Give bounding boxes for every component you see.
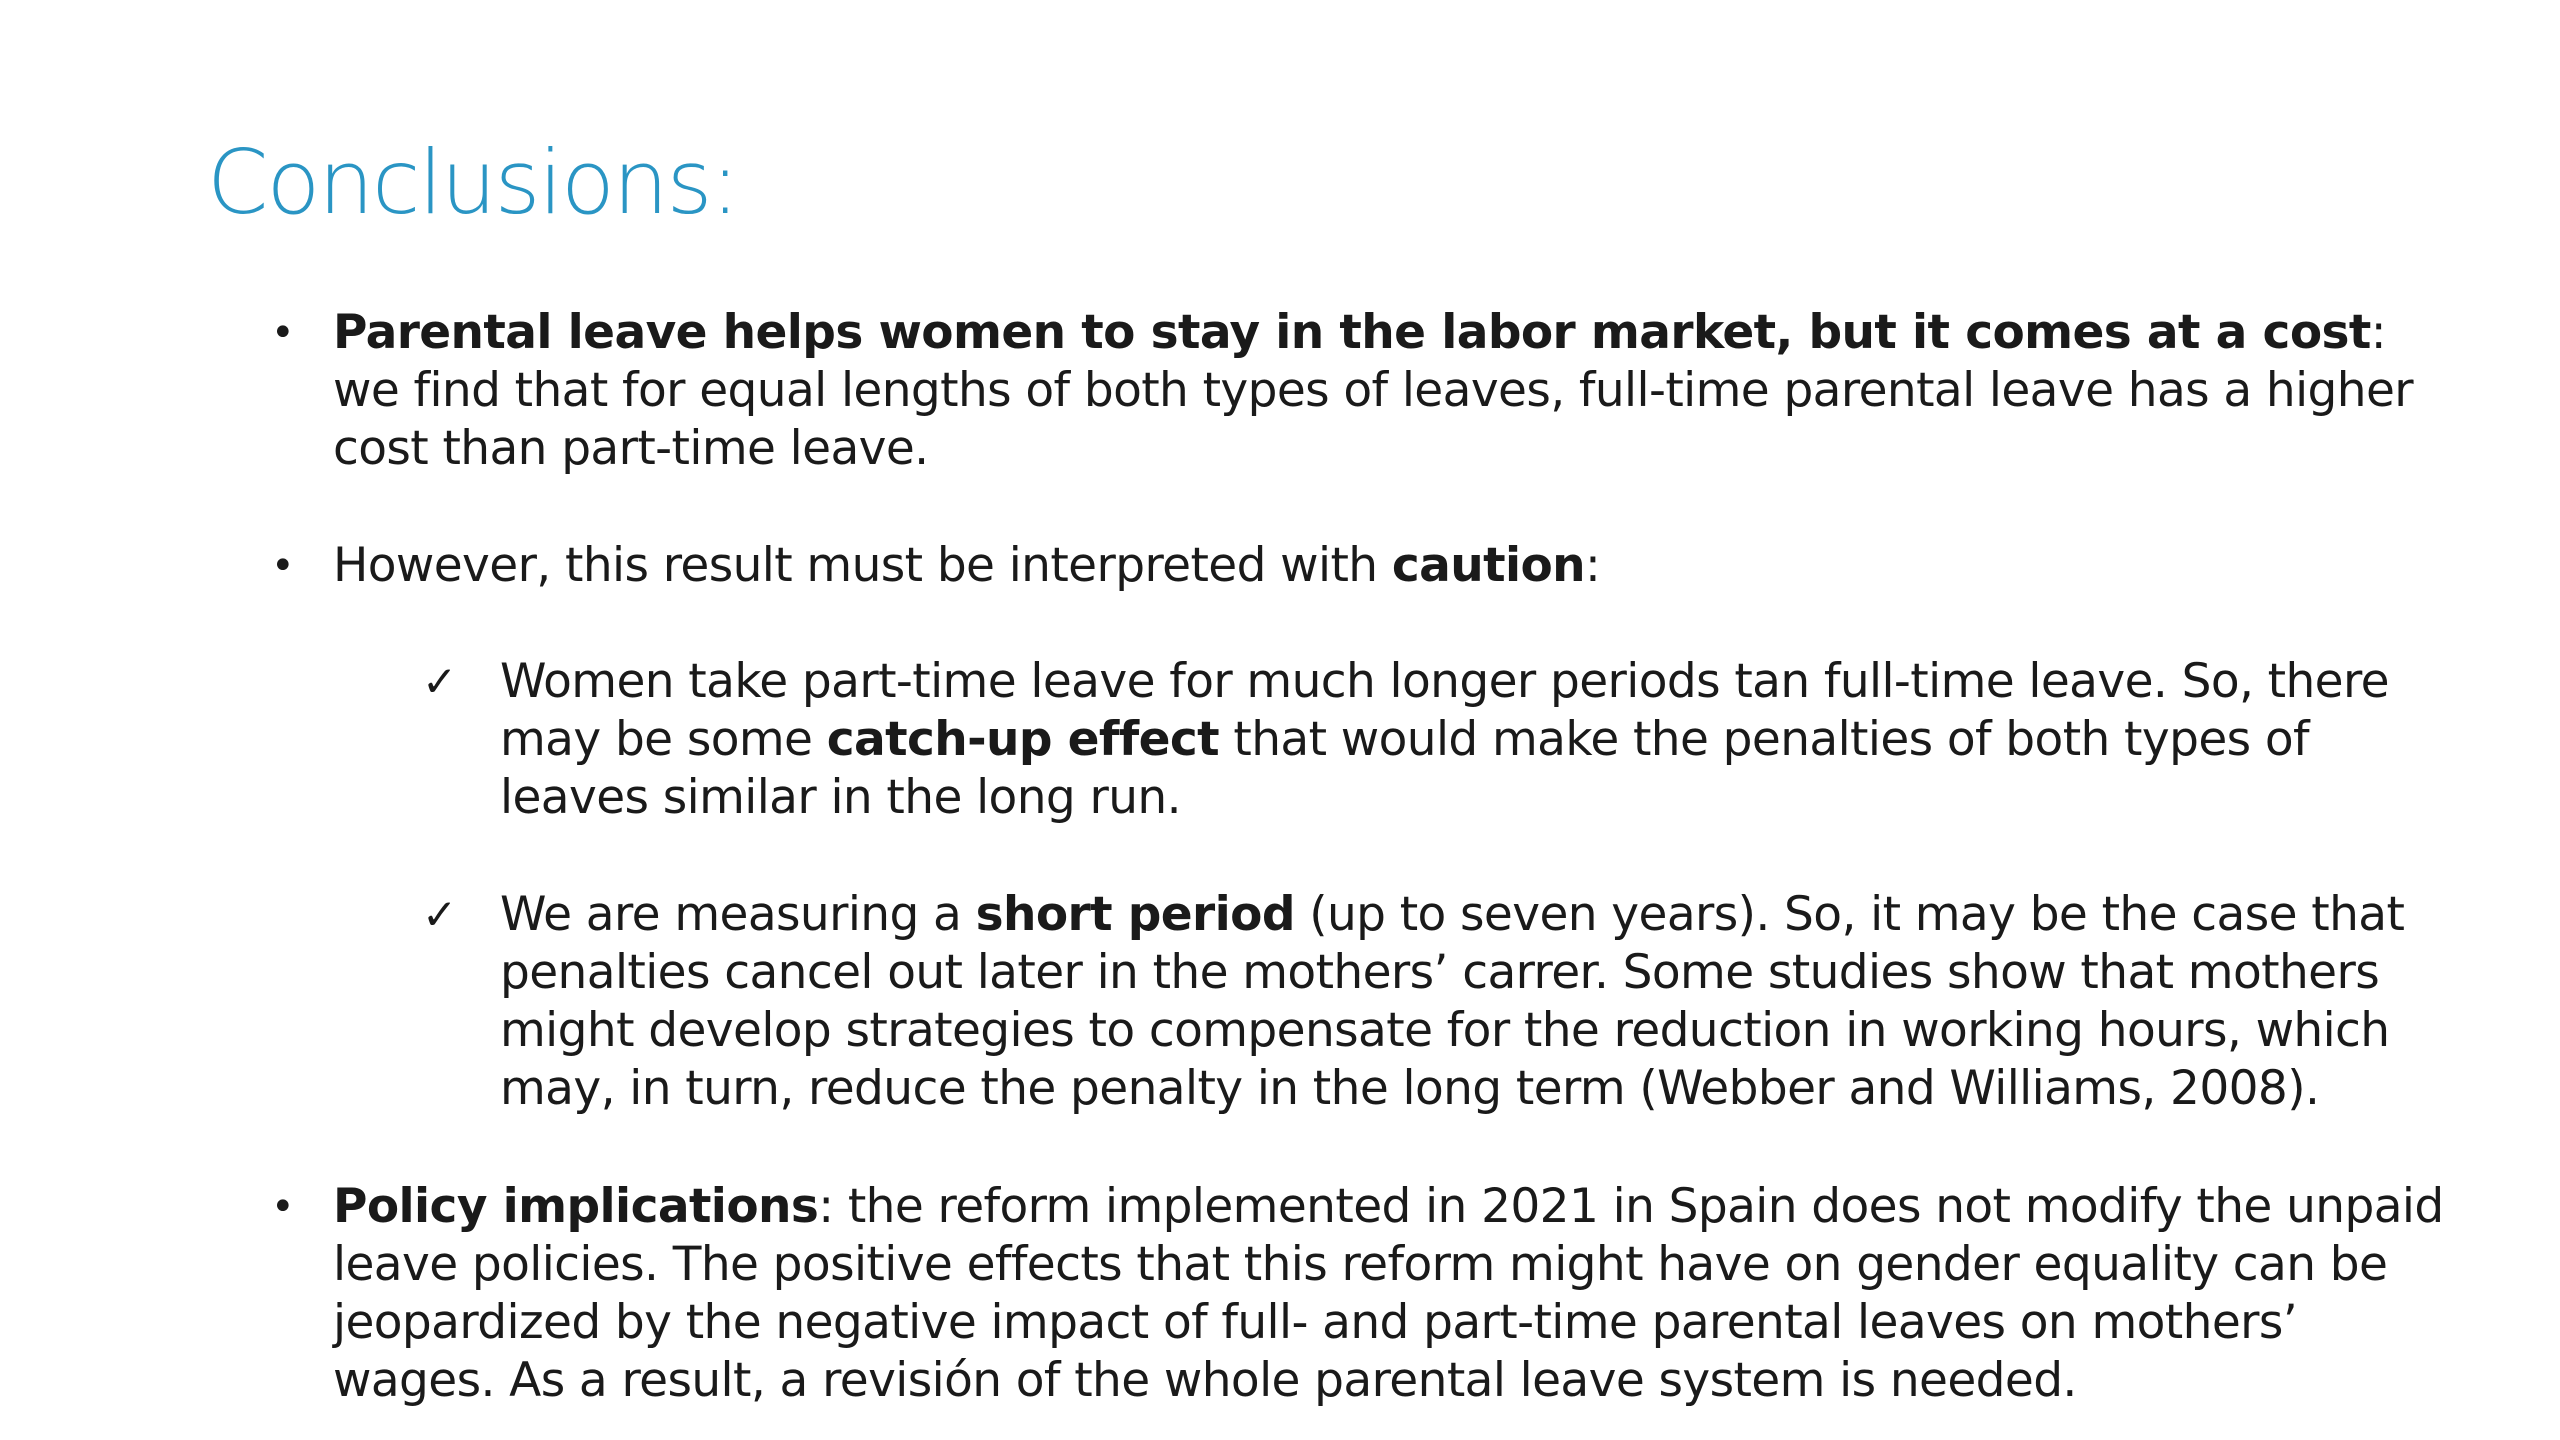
- bullet-bold-text: Policy implications: [333, 1179, 819, 1234]
- bullet-text: [333, 537, 2463, 595]
- bullet-text: [500, 653, 2465, 827]
- subbullet-short-period: [422, 886, 2465, 1118]
- bullet-body-text: :: [1585, 538, 1601, 593]
- bullet-body-text: : the reform implemented in 2021 in Spain does not modify the unpaid leave policies. The positive effects that this reform might have on gender equality can be jeopardized by the negative impact of full- and part-time parental leaves on mothers’ wages. As a result, a revisión of the whole parental leave system is needed.: [333, 1179, 2444, 1408]
- bullet-body-text: : we find that for equal lengths of both types of leaves, full-time parental leave has a higher cost than part-time leave.: [333, 305, 2414, 476]
- bullet-bold-text: catch-up effect: [826, 712, 1220, 767]
- bullet-body-text: (up to seven years). So, it may be the case that penalties cancel out later in the mothers’ carrer. Some studies show that mothers might develop strategies to compensate for the reduction in working hours, which may, in turn, reduce the penalty in the long term (Webber and Williams, 2008).: [500, 887, 2405, 1116]
- check-icon: ✓: [422, 657, 457, 706]
- bullet-bold-text: short period: [975, 887, 1295, 942]
- bullet-body-text: We are measuring a: [500, 887, 976, 942]
- bullet-bold-text: Parental leave helps women to stay in the labor market, but it comes at a cost: [333, 305, 2371, 360]
- bullet-body-text: However, this result must be interpreted with: [333, 538, 1392, 593]
- bullet-text: [500, 886, 2465, 1118]
- check-icon: ✓: [422, 890, 457, 939]
- bullet-body-text: that would make the penalties of both types of leaves similar in the long run.: [500, 712, 2309, 825]
- slide-title: Conclusions:: [207, 131, 739, 234]
- subbullet-catch-up-effect: [422, 653, 2465, 827]
- bullet-marker: •: [271, 543, 294, 589]
- bullet-parental-leave-cost: [271, 304, 2463, 478]
- bullet-marker: •: [271, 1184, 294, 1230]
- bullet-policy-implications: [271, 1178, 2463, 1410]
- bullet-marker: •: [271, 310, 294, 356]
- bullet-text: [333, 1178, 2463, 1410]
- bullet-body-text: Women take part-time leave for much longer periods tan full-time leave. So, there may be some: [500, 654, 2390, 767]
- bullet-caution: [271, 537, 2463, 595]
- bullet-bold-text: caution: [1391, 538, 1586, 593]
- bullet-text: [333, 304, 2463, 478]
